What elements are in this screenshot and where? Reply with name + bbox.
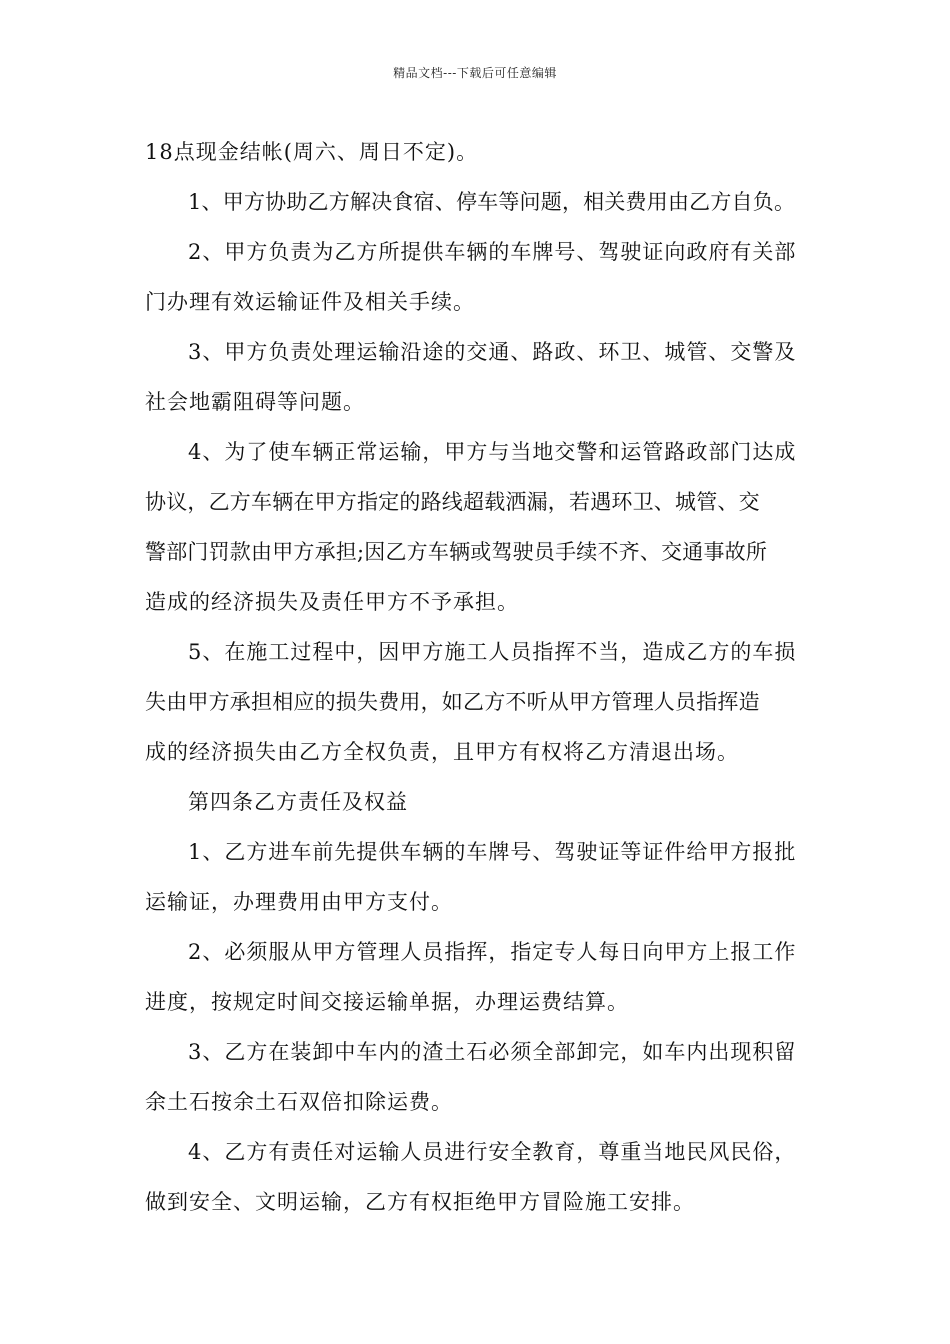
paragraph-line: 4、为了使车辆正常运输，甲方与当地交警和运管路政部门达成 [188, 440, 797, 464]
text-line: 进度，按规定时间交接运输单据，办理运费结算。 [145, 990, 629, 1014]
paragraph-line: 3、甲方负责处理运输沿途的交通、路政、环卫、城管、交警及 [188, 340, 797, 364]
paragraph-line: 1、甲方协助乙方解决食宿、停车等问题，相关费用由乙方自负。 [188, 190, 796, 214]
text-line: 门办理有效运输证件及相关手续。 [145, 290, 475, 314]
text-line: 余土石按余土石双倍扣除运费。 [145, 1090, 453, 1114]
text-line: 成的经济损失由乙方全权负责，且甲方有权将乙方清退出场。 [145, 740, 739, 764]
text-line: 18点现金结帐(周六、周日不定)。 [145, 140, 479, 164]
paragraph-line: 4、乙方有责任对运输人员进行安全教育，尊重当地民风民俗， [188, 1140, 797, 1164]
paragraph-line: 5、在施工过程中，因甲方施工人员指挥不当，造成乙方的车损 [188, 640, 797, 664]
paragraph-line: 3、乙方在装卸中车内的渣土石必须全部卸完，如车内出现积留 [188, 1040, 797, 1064]
page-header: 精品文档---下载后可任意编辑 [393, 66, 557, 80]
document-body [145, 134, 810, 1234]
text-line: 失由甲方承担相应的损失费用，如乙方不听从甲方管理人员指挥造 [145, 690, 760, 714]
text-line: 造成的经济损失及责任甲方不予承担。 [145, 590, 519, 614]
text-line: 警部门罚款由甲方承担;因乙方车辆或驾驶员手续不齐、交通事故所 [145, 540, 768, 564]
paragraph-line: 1、乙方进车前先提供车辆的车牌号、驾驶证等证件给甲方报批 [188, 840, 797, 864]
paragraph-line: 2、必须服从甲方管理人员指挥，指定专人每日向甲方上报工作 [188, 940, 797, 964]
paragraph-line: 2、甲方负责为乙方所提供车辆的车牌号、驾驶证向政府有关部 [188, 240, 797, 264]
section-heading: 第四条乙方责任及权益 [188, 790, 408, 814]
text-line: 协议，乙方车辆在甲方指定的路线超载洒漏，若遇环卫、城管、交 [145, 490, 760, 514]
text-line: 运输证，办理费用由甲方支付。 [145, 890, 453, 914]
text-line: 做到安全、文明运输，乙方有权拒绝甲方冒险施工安排。 [145, 1190, 695, 1214]
text-line: 社会地霸阻碍等问题。 [145, 390, 365, 414]
